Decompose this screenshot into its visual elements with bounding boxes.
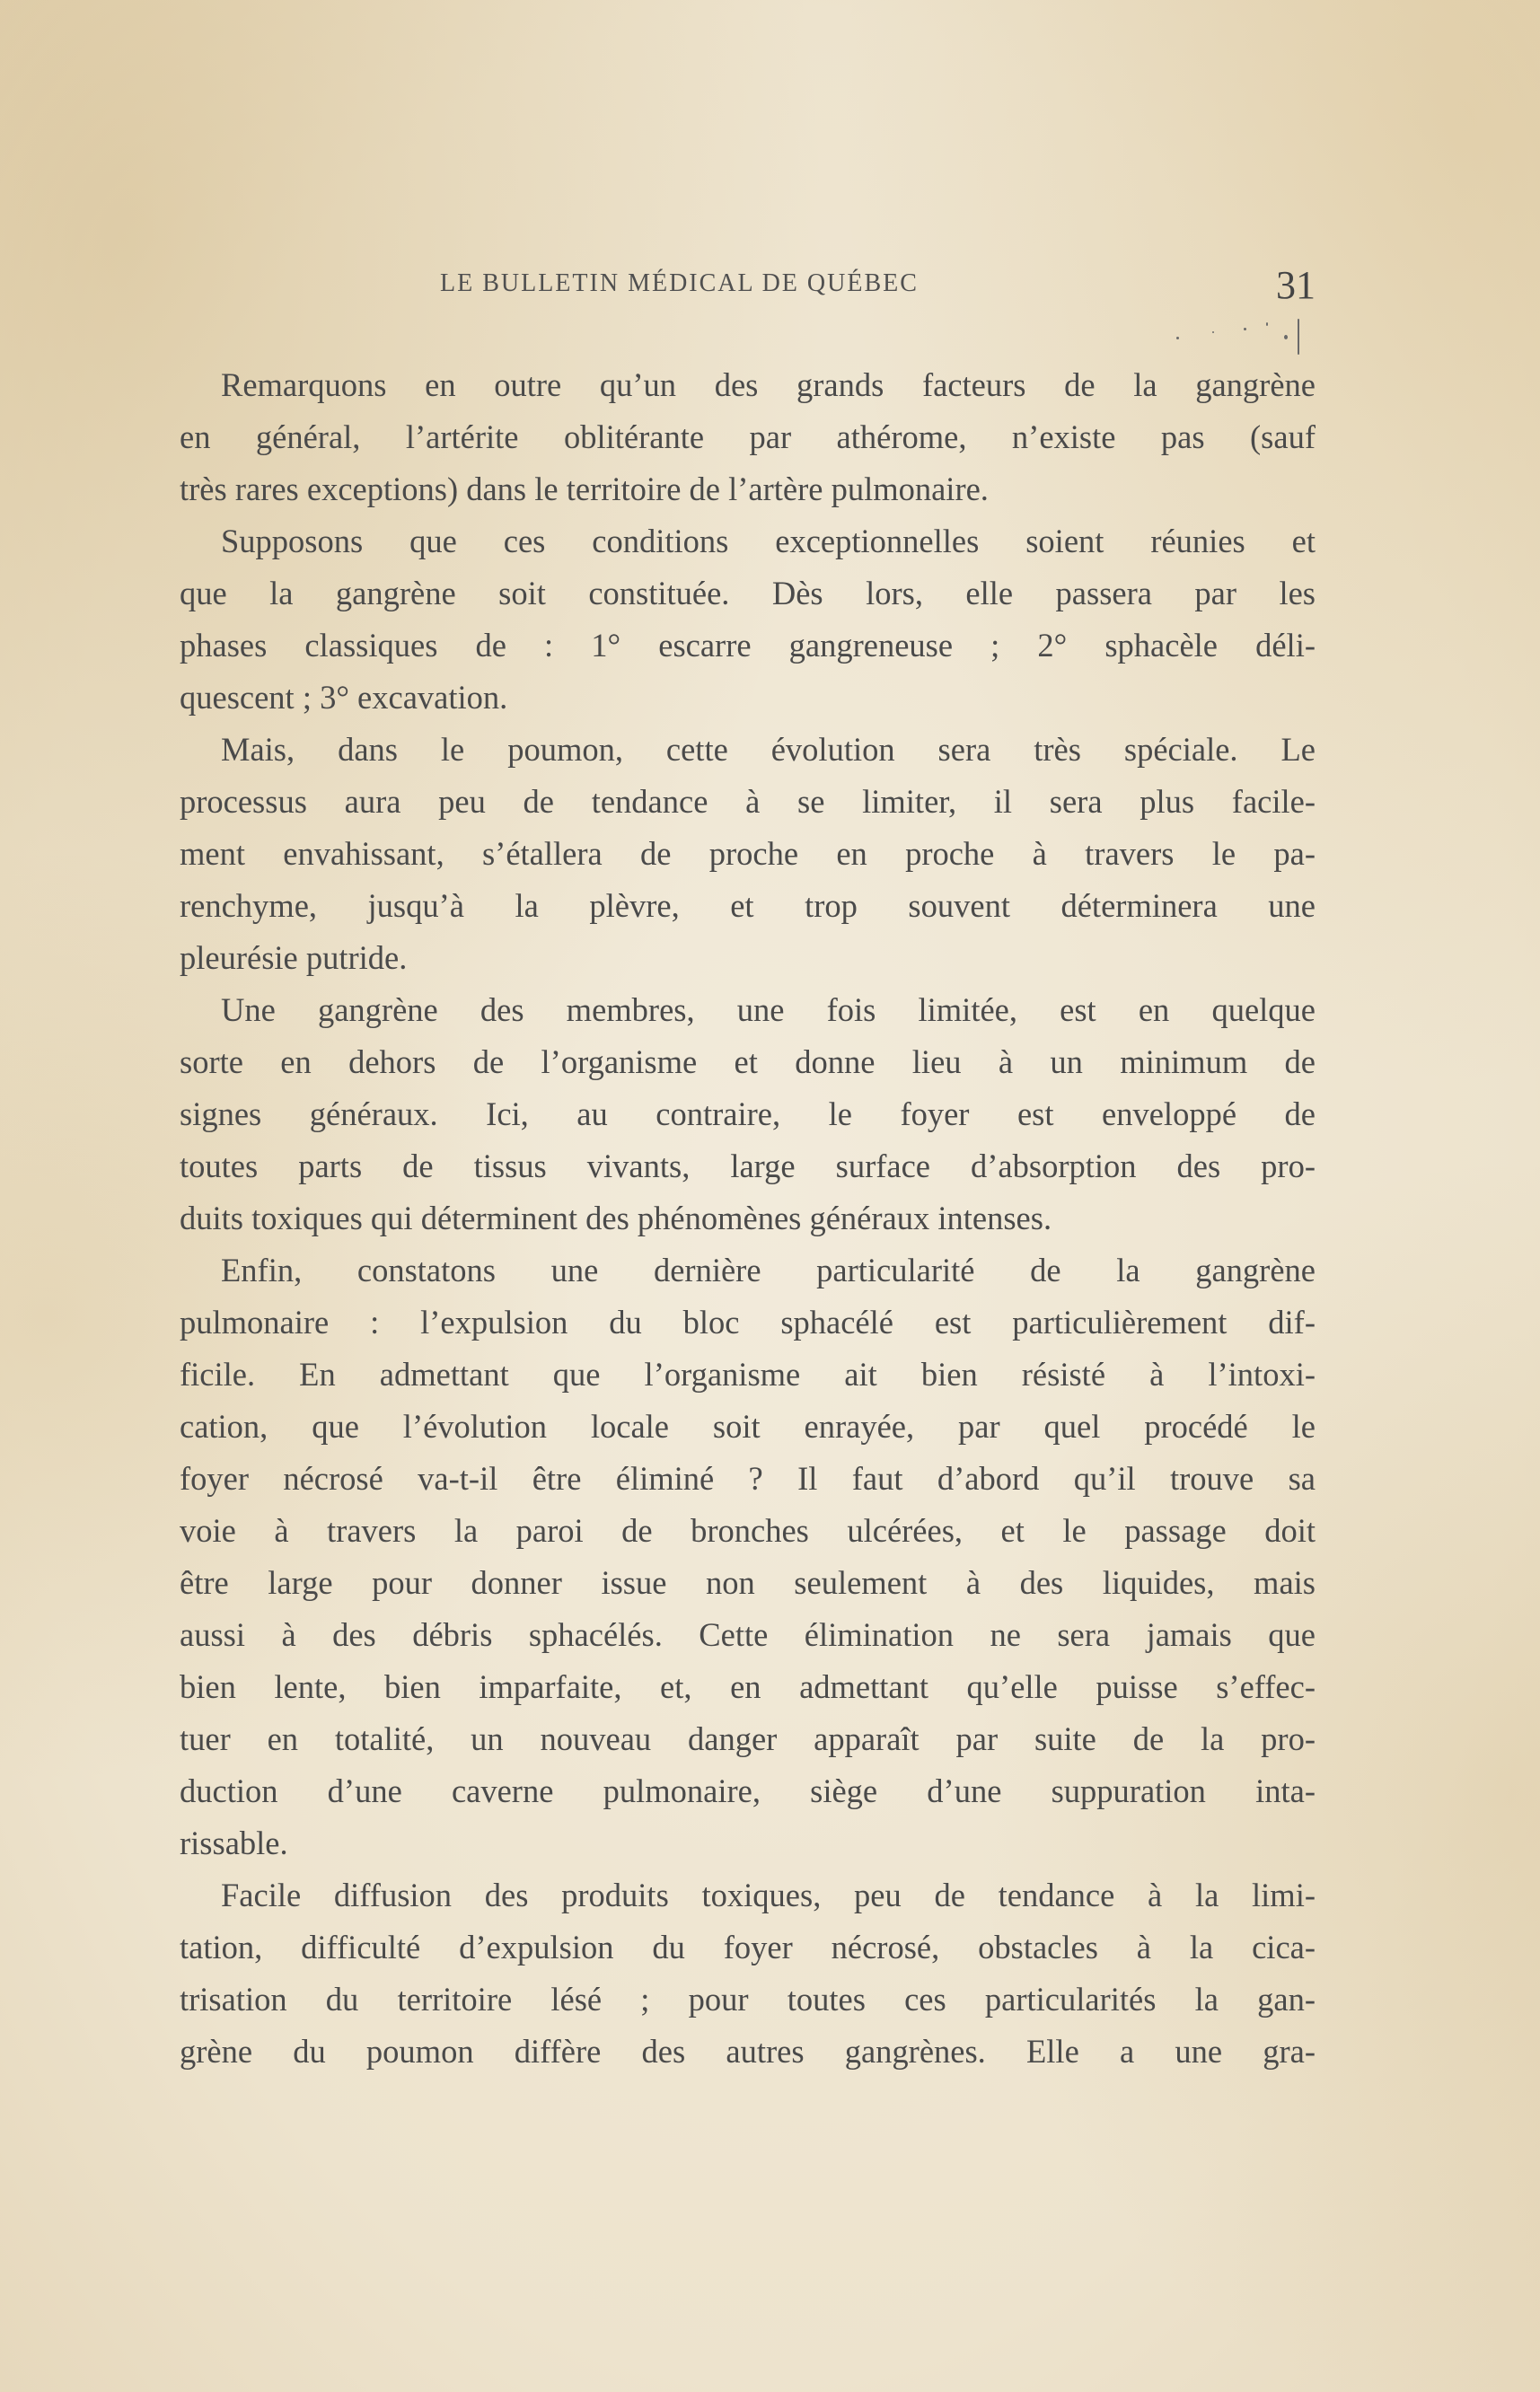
text-line: processus aura peu de tendance à se limiter, il sera plus facile-: [180, 783, 1316, 820]
text-line: pleurésie putride.: [180, 939, 408, 976]
text-line: être large pour donner issue non seulement à des liquides, mais: [180, 1564, 1316, 1601]
text-line: ficile. En admettant que l’organisme ait bien résisté à l’intoxi-: [180, 1356, 1316, 1393]
text-line: grène du poumon diffère des autres gangrènes. Elle a une gra-: [180, 2033, 1316, 2070]
text-line: bien lente, bien imparfaite, et, en admettant qu’elle puisse s’effec-: [180, 1668, 1316, 1705]
running-title: LE BULLETIN MÉDICAL DE QUÉBEC: [440, 269, 919, 297]
text-line: tuer en totalité, un nouveau danger apparaît par suite de la pro-: [180, 1720, 1316, 1757]
text-line: Remarquons en outre qu’un des grands facteurs de la gangrène: [221, 366, 1316, 403]
text-line: duction d’une caverne pulmonaire, siège d’une suppuration inta-: [180, 1772, 1316, 1809]
text-line: renchyme, jusqu’à la plèvre, et trop souvent déterminera une: [180, 887, 1316, 924]
text-line: cation, que l’évolution locale soit enrayée, par quel procédé le: [180, 1408, 1316, 1445]
text-line: duits toxiques qui déterminent des phénomènes généraux intenses.: [180, 1200, 1052, 1236]
text-line: Mais, dans le poumon, cette évolution sera très spéciale. Le: [221, 731, 1316, 768]
text-line: Une gangrène des membres, une fois limitée, est en quelque: [221, 991, 1316, 1028]
text-line: aussi à des débris sphacélés. Cette élimination ne sera jamais que: [180, 1616, 1316, 1653]
text-line: très rares exceptions) dans le territoire de l’artère pulmonaire.: [180, 470, 989, 507]
text-line: foyer nécrosé va-t-il être éliminé ? Il faut d’abord qu’il trouve sa: [180, 1460, 1316, 1497]
text-line: Enfin, constatons une dernière particularité de la gangrène: [221, 1252, 1316, 1288]
text-line: Facile diffusion des produits toxiques, peu de tendance à la limi-: [221, 1877, 1316, 1913]
body-text: [180, 359, 1316, 2078]
text-line: Supposons que ces conditions exceptionnelles soient réunies et: [221, 523, 1316, 559]
text-line: voie à travers la paroi de bronches ulcérées, et le passage doit: [180, 1512, 1316, 1549]
text-line: pulmonaire : l’expulsion du bloc sphacélé est particulièrement dif-: [180, 1304, 1316, 1341]
text-line: que la gangrène soit constituée. Dès lors, elle passera par les: [180, 575, 1316, 611]
text-line: ment envahissant, s’étallera de proche en proche à travers le pa-: [180, 835, 1316, 872]
text-line: toutes parts de tissus vivants, large surface d’absorption des pro-: [180, 1148, 1316, 1184]
ink-specks: [1158, 319, 1311, 364]
text-line: tation, difficulté d’expulsion du foyer nécrosé, obstacles à la cica-: [180, 1929, 1316, 1965]
text-line: rissable.: [180, 1825, 288, 1861]
page-number: 31: [1276, 263, 1316, 307]
text-line: sorte en dehors de l’organisme et donne lieu à un minimum de: [180, 1043, 1316, 1080]
text-line: phases classiques de : 1° escarre gangreneuse ; 2° sphacèle déli-: [180, 627, 1316, 664]
text-line: en général, l’artérite oblitérante par athérome, n’existe pas (sauf: [180, 418, 1316, 455]
page-header: [180, 262, 1316, 316]
text-line: trisation du territoire lésé ; pour toutes ces particularités la gan-: [180, 1981, 1316, 2018]
text-line: quescent ; 3° excavation.: [180, 679, 508, 716]
text-line: signes généraux. Ici, au contraire, le foyer est enveloppé de: [180, 1095, 1316, 1132]
